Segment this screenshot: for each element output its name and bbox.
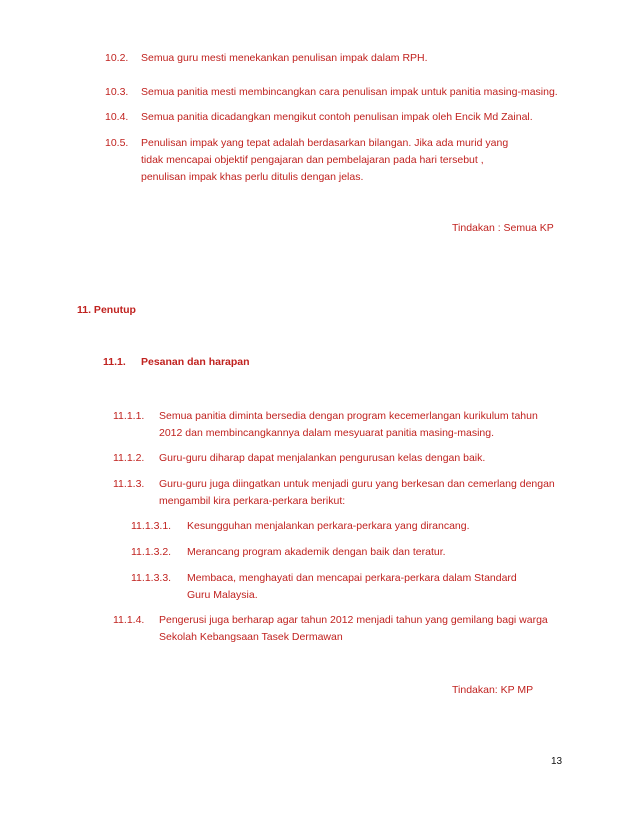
item-number: 11.1.1. bbox=[113, 410, 145, 422]
item-text: Pengerusi juga berharap agar tahun 2012 menjadi tahun yang gemilang bagi warga Sekolah Kebangsaan Tasek Dermawan bbox=[159, 614, 548, 643]
item-text: Guru-guru diharap dapat menjalankan pengurusan kelas dengan baik. bbox=[159, 452, 486, 464]
item-number: 11.1.4. bbox=[113, 614, 145, 626]
item-text: Semua panitia diminta bersedia dengan program kecemerlangan kurikulum tahun 2012 dan membincangkannya dalam mesyuarat panitia masing-masing. bbox=[159, 410, 538, 439]
subsection-number: 11.1. bbox=[103, 356, 126, 368]
item-number: 10.5. bbox=[105, 137, 129, 149]
item-number: 11.1.2. bbox=[113, 452, 145, 464]
item-number: 10.2. bbox=[105, 52, 129, 64]
subitem-number: 11.1.3.2. bbox=[131, 546, 172, 558]
subsection-heading: Pesanan dan harapan bbox=[141, 356, 250, 368]
subitem-text: Kesungguhan menjalankan perkara-perkara yang dirancang. bbox=[187, 520, 470, 532]
item-text: Guru-guru juga diingatkan untuk menjadi guru yang berkesan dan cemerlang dengan mengambil kira perkara-perkara berikut: bbox=[159, 478, 555, 507]
item-number: 11.1.3. bbox=[113, 478, 145, 490]
subitem-number: 11.1.3.3. bbox=[131, 572, 172, 584]
subitem-text: Membaca, menghayati dan mencapai perkara-perkara dalam Standard Guru Malaysia. bbox=[187, 572, 517, 601]
item-text: Semua panitia dicadangkan mengikut contoh penulisan impak oleh Encik Md Zainal. bbox=[141, 111, 533, 123]
item-text: Penulisan impak yang tepat adalah berdasarkan bilangan. Jika ada murid yang tidak mencapai objektif pengajaran dan pembelajaran pada hari tersebut , penulisan impak khas perlu ditulis dengan jelas. bbox=[141, 137, 509, 183]
item-number: 10.3. bbox=[105, 86, 129, 98]
item-text: Semua panitia mesti membincangkan cara penulisan impak untuk panitia masing-masing. bbox=[141, 86, 558, 98]
subitem-text: Merancang program akademik dengan baik dan teratur. bbox=[187, 546, 446, 558]
subitem-number: 11.1.3.1. bbox=[131, 520, 172, 532]
item-text: Semua guru mesti menekankan penulisan impak dalam RPH. bbox=[141, 52, 428, 64]
action-note: Tindakan: KP MP bbox=[452, 684, 534, 696]
action-note: Tindakan : Semua KP bbox=[452, 222, 554, 234]
item-number: 10.4. bbox=[105, 111, 129, 123]
page-number: 13 bbox=[551, 756, 563, 767]
section-heading: 11. Penutup bbox=[77, 304, 136, 316]
